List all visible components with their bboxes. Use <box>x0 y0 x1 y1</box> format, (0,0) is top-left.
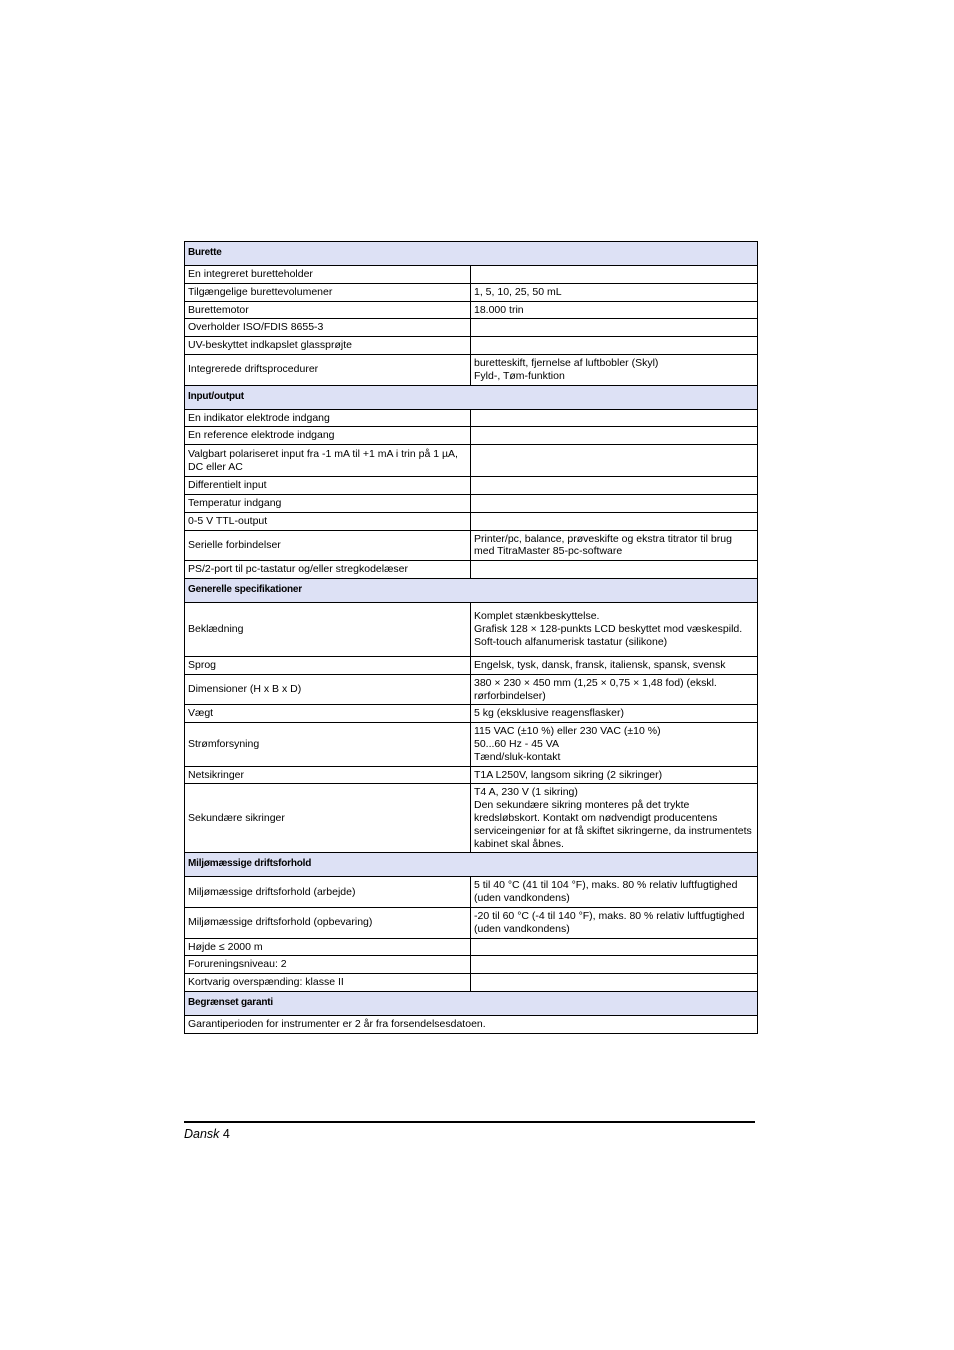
spec-label: 0-5 V TTL-output <box>185 512 471 530</box>
spec-value: 5 kg (eksklusive reagensflasker) <box>471 705 758 723</box>
spec-value <box>471 445 758 477</box>
spec-value <box>471 512 758 530</box>
spec-label: Burettemotor <box>185 301 471 319</box>
spec-value: 18.000 trin <box>471 301 758 319</box>
spec-value <box>471 561 758 579</box>
spec-value: 1, 5, 10, 25, 50 mL <box>471 283 758 301</box>
spec-value: T1A L250V, langsom sikring (2 sikringer) <box>471 766 758 784</box>
spec-label: Sekundære sikringer <box>185 784 471 853</box>
spec-value <box>471 266 758 284</box>
spec-label: Strømforsyning <box>185 723 471 766</box>
spec-value <box>471 938 758 956</box>
specifications-table <box>184 241 758 1034</box>
spec-row <box>185 723 758 766</box>
spec-row <box>185 705 758 723</box>
spec-label: En indikator elektrode indgang <box>185 409 471 427</box>
spec-row <box>185 337 758 355</box>
spec-row <box>185 784 758 853</box>
section-title: Generelle specifikationer <box>185 578 758 602</box>
spec-label: Forureningsniveau: 2 <box>185 956 471 974</box>
spec-row <box>185 656 758 674</box>
spec-row <box>185 674 758 705</box>
spec-label: Højde ≤ 2000 m <box>185 938 471 956</box>
spec-row <box>185 530 758 561</box>
spec-label: Kortvarig overspænding: klasse II <box>185 974 471 992</box>
spec-row <box>185 445 758 477</box>
page-number: 4 <box>222 1127 230 1141</box>
spec-row <box>185 877 758 908</box>
section-title: Begrænset garanti <box>185 991 758 1015</box>
spec-label: Integrerede driftsprocedurer <box>185 354 471 385</box>
spec-value: Komplet stænkbeskyttelse. Grafisk 128 × 128-punkts LCD beskyttet mod væskespild. Soft-touch alfanumerisk tastatur (silikone) <box>471 602 758 656</box>
footer-rule <box>184 1121 755 1123</box>
spec-row <box>185 956 758 974</box>
spec-value <box>471 956 758 974</box>
section-title: Burette <box>185 242 758 266</box>
spec-row <box>185 974 758 992</box>
spec-value: buretteskift, fjernelse af luftbobler (Skyl) Fyld-, Tøm-funktion <box>471 354 758 385</box>
spec-value: T4 A, 230 V (1 sikring) Den sekundære sikring monteres på det trykte kredsløbskort. Kontakt om nødvendigt producentens serviceingeniør for at få skiftet sikringerne, da instrumentets kabinet skal åbnes. <box>471 784 758 853</box>
section-header <box>185 578 758 602</box>
section-title: Miljømæssige driftsforhold <box>185 853 758 877</box>
spec-value <box>471 494 758 512</box>
spec-value: 115 VAC (±10 %) eller 230 VAC (±10 %) 50...60 Hz - 45 VA Tænd/sluk-kontakt <box>471 723 758 766</box>
spec-row <box>185 354 758 385</box>
spec-row <box>185 266 758 284</box>
spec-label: En integreret buretteholder <box>185 266 471 284</box>
section-header <box>185 853 758 877</box>
spec-row <box>185 409 758 427</box>
spec-label: Vægt <box>185 705 471 723</box>
spec-row <box>185 512 758 530</box>
spec-label: Netsikringer <box>185 766 471 784</box>
warranty-text: Garantiperioden for instrumenter er 2 år fra forsendelsesdatoen. <box>185 1015 758 1033</box>
spec-value <box>471 337 758 355</box>
spec-label: Beklædning <box>185 602 471 656</box>
spec-label: Differentielt input <box>185 477 471 495</box>
spec-label: Sprog <box>185 656 471 674</box>
spec-value <box>471 477 758 495</box>
spec-label: Overholder ISO/FDIS 8655-3 <box>185 319 471 337</box>
spec-row <box>185 561 758 579</box>
spec-value <box>471 319 758 337</box>
spec-row <box>185 602 758 656</box>
spec-row <box>185 319 758 337</box>
spec-label: Tilgængelige burettevolumener <box>185 283 471 301</box>
spec-value: 5 til 40 °C (41 til 104 °F), maks. 80 % relativ luftfugtighed (uden vandkondens) <box>471 877 758 908</box>
spec-row <box>185 494 758 512</box>
spec-label: Miljømæssige driftsforhold (opbevaring) <box>185 907 471 938</box>
spec-row <box>185 1015 758 1033</box>
spec-row <box>185 477 758 495</box>
footer-language: Dansk <box>184 1127 220 1141</box>
spec-row <box>185 427 758 445</box>
spec-label: Temperatur indgang <box>185 494 471 512</box>
spec-label: PS/2-port til pc-tastatur og/eller stregkodelæser <box>185 561 471 579</box>
page-footer <box>184 1127 230 1141</box>
spec-value <box>471 974 758 992</box>
spec-row <box>185 907 758 938</box>
spec-value <box>471 409 758 427</box>
spec-label: UV-beskyttet indkapslet glassprøjte <box>185 337 471 355</box>
spec-label: En reference elektrode indgang <box>185 427 471 445</box>
spec-value: Printer/pc, balance, prøveskifte og ekstra titrator til brug med TitraMaster 85-pc-software <box>471 530 758 561</box>
section-header <box>185 385 758 409</box>
section-title: Input/output <box>185 385 758 409</box>
spec-value: -20 til 60 °C (-4 til 140 °F), maks. 80 % relativ luftfugtighed (uden vandkondens) <box>471 907 758 938</box>
spec-row <box>185 766 758 784</box>
spec-value: 380 × 230 × 450 mm (1,25 × 0,75 × 1,48 fod) (ekskl. rørforbindelser) <box>471 674 758 705</box>
spec-value: Engelsk, tysk, dansk, fransk, italiensk, spansk, svensk <box>471 656 758 674</box>
spec-row <box>185 301 758 319</box>
spec-label: Serielle forbindelser <box>185 530 471 561</box>
spec-value <box>471 427 758 445</box>
spec-row <box>185 938 758 956</box>
section-header <box>185 991 758 1015</box>
spec-row <box>185 283 758 301</box>
section-header <box>185 242 758 266</box>
spec-label: Dimensioner (H x B x D) <box>185 674 471 705</box>
spec-label: Valgbart polariseret input fra -1 mA til +1 mA i trin på 1 µA, DC eller AC <box>185 445 471 477</box>
spec-label: Miljømæssige driftsforhold (arbejde) <box>185 877 471 908</box>
